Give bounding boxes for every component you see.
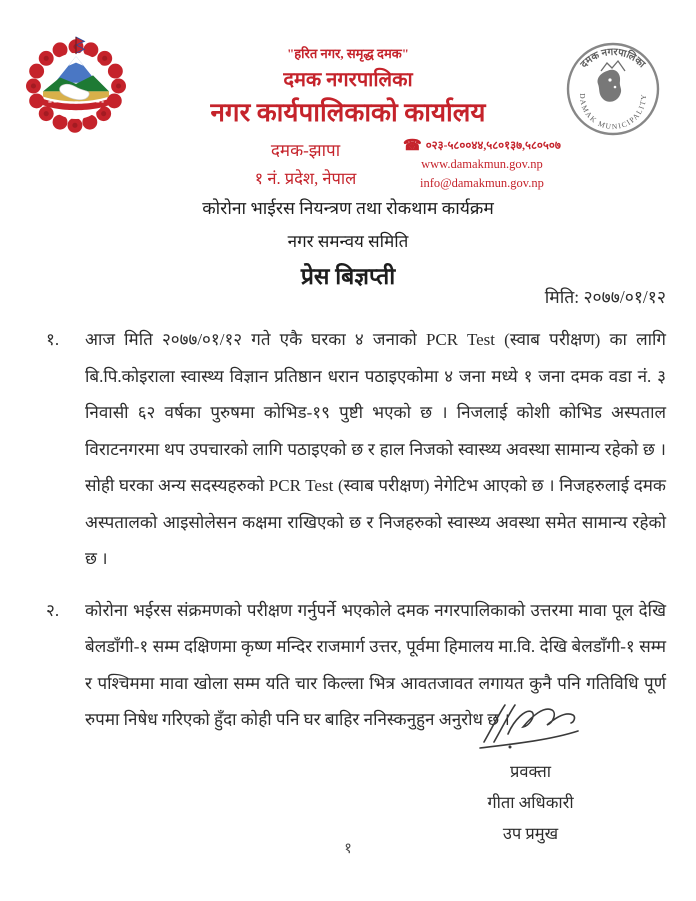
office-name: नगर कार्यपालिकाको कार्यालय [210, 98, 486, 127]
signatory-position: उप प्रमुख [502, 824, 559, 843]
press-release-title: प्रेस बिज्ञप्ती [300, 264, 396, 289]
page-number: १ [344, 841, 352, 857]
signatory-name: गीता अधिकारी [487, 793, 574, 812]
email-text: info@damakmun.gov.np [419, 176, 544, 190]
signatory-role: प्रवक्ता [509, 762, 552, 781]
slogan: "हरित नगर, समृद्ध दमक" [287, 46, 409, 61]
list-item [46, 322, 666, 578]
letterhead [148, 44, 561, 193]
item-number: १. [46, 330, 60, 349]
telephone-icon: ☎ [403, 138, 422, 154]
title-block [0, 196, 696, 291]
committee-title: नगर समन्वय समिति [287, 232, 409, 251]
body-text [46, 322, 666, 754]
seal-top-text: दमक नगरपालिका [578, 46, 648, 71]
province-line: १ नं. प्रदेश, नेपाल [254, 169, 357, 188]
phone-numbers: ०२३-५८००४४,५८०१३७,५८०५०७ [425, 140, 561, 152]
handwritten-signature [472, 696, 590, 752]
item-number: २. [46, 600, 60, 620]
seal-bottom-text: DAMAK MUNICIPALITY [577, 93, 649, 132]
signature-block [428, 696, 633, 849]
nepal-government-emblem [22, 36, 130, 136]
municipality-name: दमक नगरपालिका [283, 69, 413, 91]
date-line: मिति: २०७७/०१/१२ [544, 287, 666, 307]
program-title: कोरोना भाईरस नियन्त्रण तथा रोकथाम कार्यक्रम [202, 198, 494, 218]
address-line: दमक-झापा [270, 141, 341, 160]
damak-municipality-seal [561, 40, 665, 138]
item-paragraph: कोरोना भईरस संक्रमणको परीक्षण गर्नुपर्ने भएकोले दमक नगरपालिकाको उत्तरमा मावा पूल देखि बेलडाँगी-१ सम्म दक्षिणमा कृष्ण मन्दिर राजमार्ग उत्तर, पूर्वमा हिमालय मा.वि. देखि बेलडाँगी-१ सम्म र पश्चिममा मावा खोला सम्म यति चार किल्ला भित्र आवतजावत लगायत कुनै पनि गतिविधि पूर्ण रुपमा निषेध गरिएको हुँदा कोही पनि घर बाहिर ननिस्कनुहुन अनुरोध छ । [85, 600, 666, 729]
item-paragraph: आज मिति २०७७/०१/१२ गते एकै घरका ४ जनाको PCR Test (स्वाब परीक्षण) का लागि बि.पि.कोइराला स्वास्थ्य विज्ञान प्रतिष्ठान धरान पठाइएकोमा ४ जना मध्ये १ जना दमक वडा नं. ३ निवासी ६२ वर्षका पुरुषमा कोभिड-१९ पुष्टी भएको छ । निजलाई कोशी कोभिड अस्पताल विराटनगरमा थप उपचारको लागि पठाइएको छ र हाल निजको स्वास्थ्य अवस्था सामान्य रहेको छ । सोही घरका अन्य सदस्यहरुको PCR Test (स्वाब परीक्षण) नेगेटिभ आएको छ । निजहरुलाई दमक अस्पतालको आइसोलेसन कक्षमा राखिएको छ र निजहरुको स्वास्थ्य अवस्था समेत सामान्य रहेको छ । [85, 330, 666, 568]
website-text: www.damakmun.gov.np [421, 157, 543, 171]
